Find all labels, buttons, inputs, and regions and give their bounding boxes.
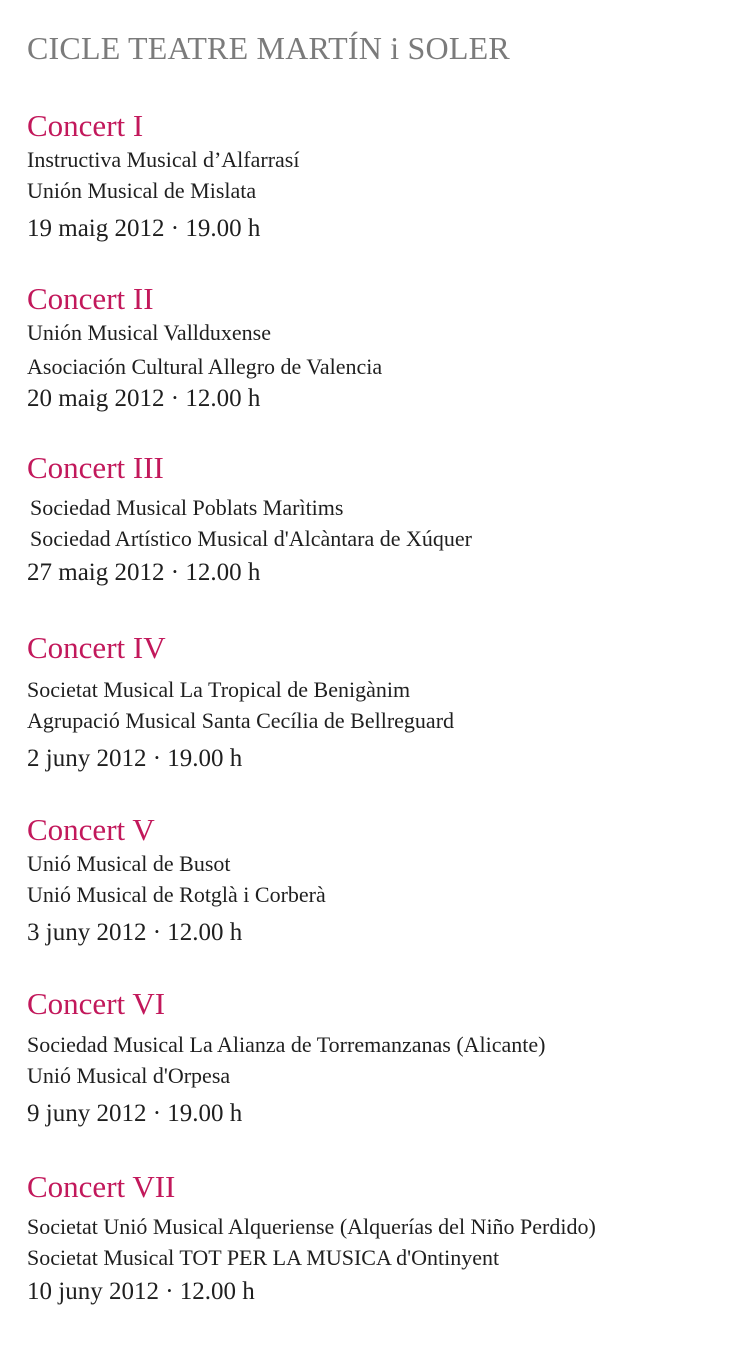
band-name: Sociedad Musical Poblats Marìtims — [30, 495, 344, 520]
band-name: Agrupació Musical Santa Cecília de Bellreguard — [27, 708, 455, 733]
concert-3 — [27, 450, 727, 590]
band-name: Societat Unió Musical Alqueriense (Alquerías del Niño Perdido) — [27, 1214, 596, 1239]
concert-4 — [27, 630, 727, 776]
band-name: Unión Musical de Mislata — [27, 178, 257, 203]
band-name: Sociedad Artístico Musical d'Alcàntara de Xúquer — [30, 526, 472, 551]
concert-date: 10 juny 2012 · 12.00 h — [27, 1278, 255, 1305]
concert-heading: Concert VI — [27, 986, 166, 1021]
page-title: CICLE TEATRE MARTÍN i SOLER — [27, 30, 510, 66]
concert-2 — [27, 281, 727, 416]
concert-date: 20 maig 2012 · 12.00 h — [27, 385, 261, 412]
band-name: Unió Musical d'Orpesa — [27, 1063, 231, 1088]
concert-date: 9 juny 2012 · 19.00 h — [27, 1100, 243, 1127]
band-name: Unió Musical de Rotglà i Corberà — [27, 882, 326, 907]
concert-heading: Concert I — [27, 108, 144, 143]
band-name: Societat Musical La Tropical de Benigànim — [27, 677, 411, 702]
concert-heading: Concert VII — [27, 1169, 176, 1204]
concert-5 — [27, 812, 727, 950]
concert-7 — [27, 1169, 727, 1309]
concert-date: 2 juny 2012 · 19.00 h — [27, 745, 243, 772]
band-name: Asociación Cultural Allegro de Valencia — [27, 354, 383, 379]
concert-6 — [27, 986, 727, 1131]
concert-date: 3 juny 2012 · 12.00 h — [27, 919, 243, 946]
band-name: Instructiva Musical d’Alfarrasí — [27, 147, 300, 172]
concert-heading: Concert IV — [27, 630, 166, 665]
concert-heading: Concert II — [27, 281, 154, 316]
concert-1 — [27, 108, 727, 246]
concert-heading: Concert V — [27, 812, 155, 847]
band-name: Unió Musical de Busot — [27, 851, 231, 876]
band-name: Sociedad Musical La Alianza de Torremanzanas (Alicante) — [27, 1032, 546, 1057]
concert-heading: Concert III — [27, 450, 164, 485]
concert-date: 27 maig 2012 · 12.00 h — [27, 559, 261, 586]
band-name: Societat Musical TOT PER LA MUSICA d'Ontinyent — [27, 1245, 500, 1270]
concert-date: 19 maig 2012 · 19.00 h — [27, 215, 261, 242]
band-name: Unión Musical Vallduxense — [27, 320, 272, 345]
